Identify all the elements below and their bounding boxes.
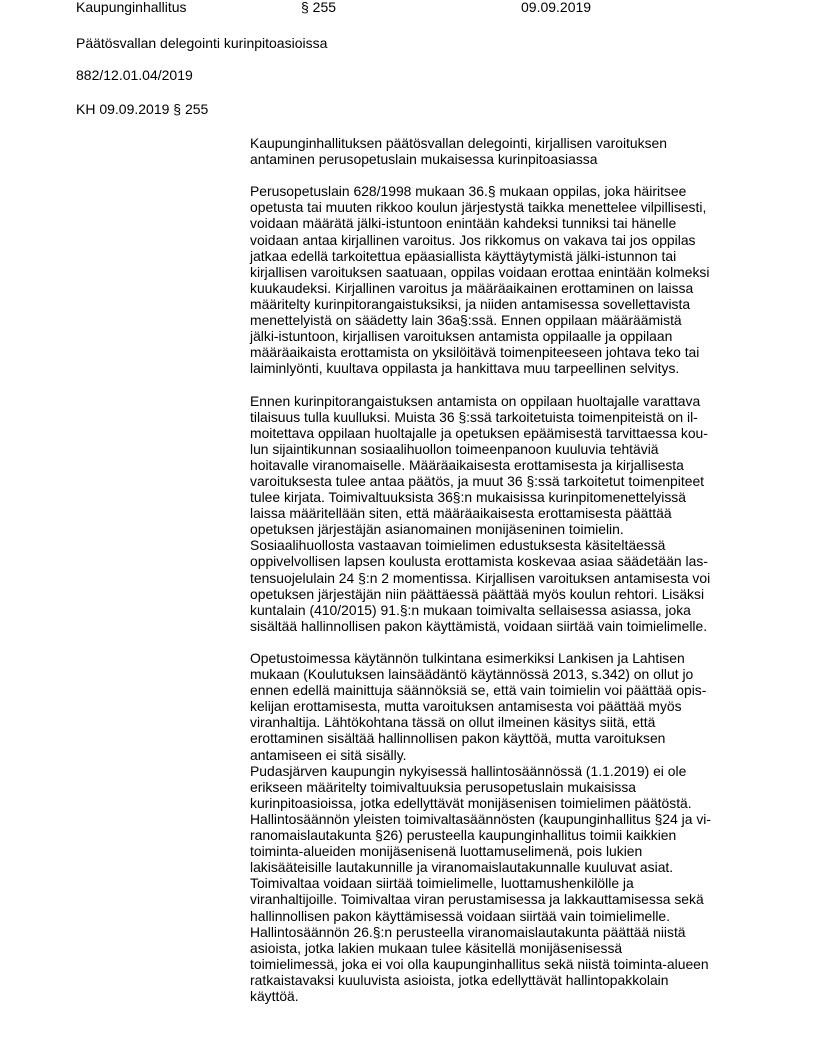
text-line: kuntalain (410/2015) 91.§:n mukaan toimivalta sellaisessa asiassa, joka — [250, 601, 691, 618]
text-line: moitettava oppilaan huoltajalle ja opetuksen epäämisestä tarvittaessa kou- — [250, 424, 708, 441]
text-line: käyttöä. — [250, 987, 299, 1004]
text-line: laissa määritellään siten, että määräaikaisesta erottamisesta päättää — [250, 505, 672, 522]
text-line: lun sijaintikunnan sosiaalihuollon toimeenpanoon kuuluvia tehtäviä — [250, 440, 659, 457]
meeting-reference: KH 09.09.2019 § 255 — [76, 101, 209, 117]
text-line: opetuksen järjestäjän niin päättäessä päättää myös koulun rehtori. Lisäksi — [250, 585, 705, 602]
text-line: ranomaislautakunta §26) perusteella kaupunginhallitus toimii kaikkien — [250, 827, 677, 844]
text-line: oppivelvollisen lapsen koulusta erottamista koskevaa asiaa säädetään las- — [250, 553, 708, 570]
document-title: Päätösvallan delegointi kurinpitoasioissa — [76, 35, 328, 51]
text-line: opetuksen järjestäjän asianomainen monijäseninen toimielin. — [250, 521, 624, 538]
text-line: voidaan määrätä jälki-istuntoon enintään kahdeksi tunniksi tai hänelle — [250, 215, 677, 232]
document-body — [250, 135, 770, 1004]
text-line: kirjallisen varoituksen saatuaan, oppilas voidaan erottaa enintään kolmeksi — [250, 263, 710, 280]
text-line: Ennen kurinpitorangaistuksen antamista on oppilaan huoltajalle varattava — [250, 392, 701, 409]
text-line: sisältää hallinnollisen pakon käyttämistä, voidaan siirtää vain toimielimelle. — [250, 617, 708, 634]
text-line: viranhaltijoille. Toimivaltaa viran perustamisessa ja lakkauttamisessa sekä — [250, 891, 704, 908]
paragraph-spacer — [250, 376, 770, 392]
text-line: määräaikaista erottamista on yksilöitävä toimenpiteeseen johtava teko tai — [250, 344, 700, 361]
header-date: 09.09.2019 — [521, 0, 592, 15]
text-line: erikseen määritelty toimivaltuuksia perusopetuslain mukaisissa — [250, 778, 637, 795]
text-line: ratkaistavaksi kuuluvista asioista, jotka edellyttävät hallintopakkolain — [250, 971, 669, 988]
text-line: toimielimessä, joka ei voi olla kaupunginhallitus sekä niistä toiminta-alueen — [250, 955, 709, 972]
text-line: hallinnollisen pakon käyttämisessä voidaan siirtää vain toimielimelle. — [250, 907, 671, 924]
document-reference-number: 882/12.01.04/2019 — [76, 67, 193, 83]
text-line: lakisääteisille lautakunnille ja viranomaislautakunnalle kuuluvat asiat. — [250, 859, 674, 876]
header-section-number: § 255 — [301, 0, 337, 15]
text-line: asioista, jotka lakien mukaan tulee käsitellä monijäsenisessä — [250, 939, 623, 956]
text-line: tensuojelulain 24 §:n 2 momentissa. Kirjallisen varoituksen antamisesta voi — [250, 569, 711, 586]
header-organization: Kaupunginhallitus — [76, 0, 187, 15]
body-paragraph — [250, 183, 770, 376]
text-line: voidaan antaa kirjallinen varoitus. Jos rikkomus on vakava tai jos oppilas — [250, 231, 696, 248]
body-paragraph — [250, 393, 770, 634]
text-line: Perusopetuslain 628/1998 mukaan 36.§ mukaan oppilas, joka häiritsee — [250, 183, 687, 200]
text-line: jatkaa edellä tarkoitettua epäasiallista käyttäytymistä jälki-istunnon tai — [250, 247, 677, 264]
text-line: määritelty kurinpitorangaistuksiksi, ja niiden antamisessa sovellettavista — [250, 295, 691, 312]
text-line: laiminlyönti, kuultava oppilasta ja hankittava muu tarpeellinen selvitys. — [250, 360, 680, 377]
text-line: kuukaudeksi. Kirjallinen varoitus ja määräaikainen erottaminen on laissa — [250, 279, 694, 296]
text-line: Toimivaltaa voidaan siirtää toimielimelle, luottamushenkilölle ja — [250, 875, 634, 892]
paragraph-spacer — [250, 634, 770, 650]
text-line: Pudasjärven kaupungin nykyisessä hallintosäännössä (1.1.2019) ei ole — [250, 762, 687, 779]
text-line: menettelyistä on säädetty lain 36a§:ssä. Ennen oppilaan määräämistä — [250, 312, 682, 329]
text-line: ennen edellä mainittuja säännöksiä se, että vain toimielin voi päättää opis- — [250, 682, 707, 699]
text-line: mukaan (Koulutuksen lainsäädäntö käytännössä 2013, s.342) on ollut jo — [250, 666, 694, 683]
text-line: jälki-istuntoon, kirjallisen varoituksen antamista oppilaalle ja oppilaan — [250, 328, 673, 345]
text-line: hoitavalle viranomaiselle. Määräaikaisesta erottamisesta ja kirjallisesta — [250, 456, 684, 473]
text-line: Sosiaalihuollosta vastaavan toimielimen edustuksesta käsiteltäessä — [250, 537, 666, 554]
body-paragraph — [250, 135, 770, 167]
text-line: antamiseen ei sitä sisälly. — [250, 746, 407, 763]
text-line: tulee kirjata. Toimivaltuuksista 36§:n mukaisissa kurinpitomenettelyissä — [250, 489, 686, 506]
text-line: tilaisuus tulla kuulluksi. Muista 36 §:ssä tarkoitetuista toimenpiteistä on il- — [250, 408, 698, 425]
text-line: antaminen perusopetuslain mukaisessa kurinpitoasiassa — [250, 151, 598, 168]
text-line: erottaminen sisältää hallinnollisen pakon käyttöä, mutta varoituksen — [250, 730, 666, 747]
text-line: Opetustoimessa käytännön tulkintana esimerkiksi Lankisen ja Lahtisen — [250, 650, 685, 666]
text-line: toiminta-alueiden monijäsenisenä luottamuselimenä, pois lukien — [250, 843, 643, 860]
text-line: opetusta tai muuten rikkoo koulun järjestystä taikka menettelee vilpillisesti, — [250, 199, 707, 216]
text-line: kurinpitoasioissa, jotka edellyttävät monijäsenisen toimielimen päätöstä. — [250, 794, 692, 811]
text-line: viranhaltija. Lähtökohtana tässä on ollut ilmeinen käsitys siitä, että — [250, 714, 656, 731]
text-line: varoituksesta tulee antaa päätös, ja muut 36 §:ssä tarkoitetut toimenpiteet — [250, 472, 705, 489]
text-line: Kaupunginhallituksen päätösvallan delegointi, kirjallisen varoituksen — [250, 135, 667, 151]
text-line: Hallintosäännön 26.§:n perusteella viranomaislautakunta päättää niistä — [250, 923, 686, 940]
body-paragraph — [250, 650, 770, 1004]
paragraph-spacer — [250, 167, 770, 183]
document-header — [0, 0, 816, 16]
text-line: kelijan erottamisesta, mutta varoituksen antamisesta voi päättää myös — [250, 698, 682, 715]
text-line: Hallintosäännön yleisten toimivaltasäännösten (kaupunginhallitus §24 ja vi- — [250, 810, 711, 827]
